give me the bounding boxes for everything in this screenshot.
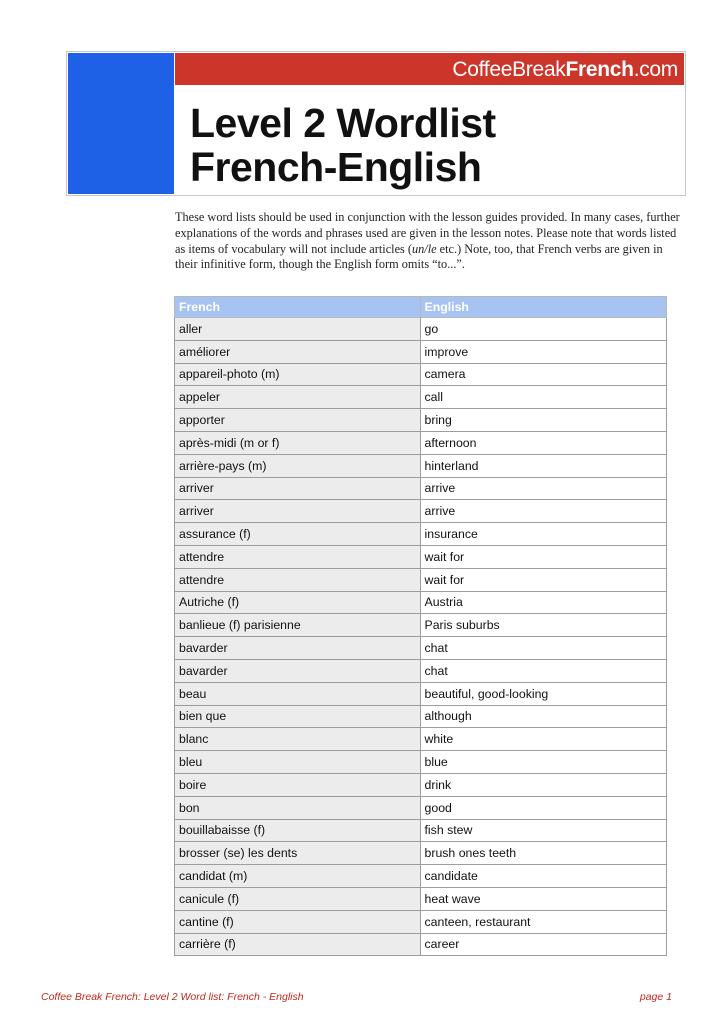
table-row bbox=[175, 318, 667, 341]
english-word-cell: insurance bbox=[420, 523, 666, 546]
table-row bbox=[175, 887, 667, 910]
english-word-cell: canteen, restaurant bbox=[420, 910, 666, 933]
french-word-cell: candidat (m) bbox=[175, 865, 421, 888]
english-word-cell: drink bbox=[420, 773, 666, 796]
wordlist-table bbox=[174, 296, 667, 956]
french-word-cell: canicule (f) bbox=[175, 887, 421, 910]
french-word-cell: aller bbox=[175, 318, 421, 341]
table-row bbox=[175, 545, 667, 568]
table-row bbox=[175, 637, 667, 660]
english-word-cell: improve bbox=[420, 340, 666, 363]
intro-paragraph bbox=[175, 210, 685, 273]
table-row bbox=[175, 751, 667, 774]
table-row bbox=[175, 431, 667, 454]
english-word-cell: heat wave bbox=[420, 887, 666, 910]
table-row bbox=[175, 363, 667, 386]
page-title bbox=[190, 101, 670, 189]
french-word-cell: bavarder bbox=[175, 637, 421, 660]
table-row bbox=[175, 842, 667, 865]
english-word-cell: Austria bbox=[420, 591, 666, 614]
french-word-cell: attendre bbox=[175, 545, 421, 568]
table-row bbox=[175, 340, 667, 363]
french-word-cell: beau bbox=[175, 682, 421, 705]
column-header-french: French bbox=[175, 297, 421, 318]
footer-title: Coffee Break French: Level 2 Word list: French - English bbox=[41, 991, 304, 1003]
title-line-2: French-English bbox=[190, 144, 482, 190]
english-word-cell: chat bbox=[420, 637, 666, 660]
french-word-cell: apporter bbox=[175, 409, 421, 432]
french-word-cell: cantine (f) bbox=[175, 910, 421, 933]
french-word-cell: appeler bbox=[175, 386, 421, 409]
english-word-cell: chat bbox=[420, 659, 666, 682]
table-row bbox=[175, 728, 667, 751]
french-word-cell: bouillabaisse (f) bbox=[175, 819, 421, 842]
intro-part-2: etc.) Note, too, that French verbs are given in their infinitive form, though the English form omits “to...”. bbox=[175, 241, 663, 272]
page-number: page 1 bbox=[639, 991, 672, 1003]
french-word-cell: après-midi (m or f) bbox=[175, 431, 421, 454]
table-row bbox=[175, 591, 667, 614]
french-word-cell: Autriche (f) bbox=[175, 591, 421, 614]
english-word-cell: arrive bbox=[420, 500, 666, 523]
table-row bbox=[175, 865, 667, 888]
title-line-1: Level 2 Wordlist bbox=[190, 100, 496, 146]
english-word-cell: call bbox=[420, 386, 666, 409]
french-word-cell: carrière (f) bbox=[175, 933, 421, 956]
french-word-cell: bavarder bbox=[175, 659, 421, 682]
english-word-cell: fish stew bbox=[420, 819, 666, 842]
french-word-cell: blanc bbox=[175, 728, 421, 751]
french-word-cell: améliorer bbox=[175, 340, 421, 363]
english-word-cell: candidate bbox=[420, 865, 666, 888]
table-row bbox=[175, 409, 667, 432]
intro-part-1: These word lists should be used in conjunction with the lesson guides provided. In many cases, further explanations of the words and phrases used are given in the lesson notes. Please note that words listed as items of vocabulary will not include articles ( bbox=[175, 210, 680, 256]
table-row bbox=[175, 796, 667, 819]
french-word-cell: brosser (se) les dents bbox=[175, 842, 421, 865]
table-header-row bbox=[175, 297, 667, 318]
french-word-cell: arriver bbox=[175, 500, 421, 523]
table-row bbox=[175, 682, 667, 705]
french-word-cell: appareil-photo (m) bbox=[175, 363, 421, 386]
english-word-cell: wait for bbox=[420, 568, 666, 591]
table-row bbox=[175, 910, 667, 933]
brand-blue-block bbox=[68, 53, 174, 194]
english-word-cell: go bbox=[420, 318, 666, 341]
brand-bold: French bbox=[565, 58, 634, 81]
table-row bbox=[175, 568, 667, 591]
english-word-cell: afternoon bbox=[420, 431, 666, 454]
table-row bbox=[175, 819, 667, 842]
english-word-cell: bring bbox=[420, 409, 666, 432]
french-word-cell: arriver bbox=[175, 477, 421, 500]
english-word-cell: although bbox=[420, 705, 666, 728]
french-word-cell: boire bbox=[175, 773, 421, 796]
french-word-cell: bon bbox=[175, 796, 421, 819]
table-row bbox=[175, 705, 667, 728]
english-word-cell: good bbox=[420, 796, 666, 819]
english-word-cell: Paris suburbs bbox=[420, 614, 666, 637]
intro-articles: un/le bbox=[412, 241, 437, 256]
table-row bbox=[175, 773, 667, 796]
english-word-cell: beautiful, good-looking bbox=[420, 682, 666, 705]
table-row bbox=[175, 386, 667, 409]
brand-red-bar bbox=[175, 53, 684, 85]
english-word-cell: wait for bbox=[420, 545, 666, 568]
french-word-cell: banlieue (f) parisienne bbox=[175, 614, 421, 637]
table-row bbox=[175, 933, 667, 956]
table-row bbox=[175, 659, 667, 682]
english-word-cell: brush ones teeth bbox=[420, 842, 666, 865]
french-word-cell: bien que bbox=[175, 705, 421, 728]
english-word-cell: white bbox=[420, 728, 666, 751]
french-word-cell: attendre bbox=[175, 568, 421, 591]
table-body bbox=[175, 318, 667, 956]
french-word-cell: bleu bbox=[175, 751, 421, 774]
table-row bbox=[175, 614, 667, 637]
english-word-cell: arrive bbox=[420, 477, 666, 500]
french-word-cell: assurance (f) bbox=[175, 523, 421, 546]
english-word-cell: camera bbox=[420, 363, 666, 386]
table-row bbox=[175, 500, 667, 523]
table-row bbox=[175, 454, 667, 477]
column-header-english: English bbox=[420, 297, 666, 318]
table-row bbox=[175, 477, 667, 500]
brand-logo-text bbox=[452, 58, 678, 82]
english-word-cell: career bbox=[420, 933, 666, 956]
brand-prefix: CoffeeBreak bbox=[452, 58, 566, 81]
table-row bbox=[175, 523, 667, 546]
brand-suffix: .com bbox=[633, 58, 678, 81]
french-word-cell: arrière-pays (m) bbox=[175, 454, 421, 477]
english-word-cell: hinterland bbox=[420, 454, 666, 477]
english-word-cell: blue bbox=[420, 751, 666, 774]
